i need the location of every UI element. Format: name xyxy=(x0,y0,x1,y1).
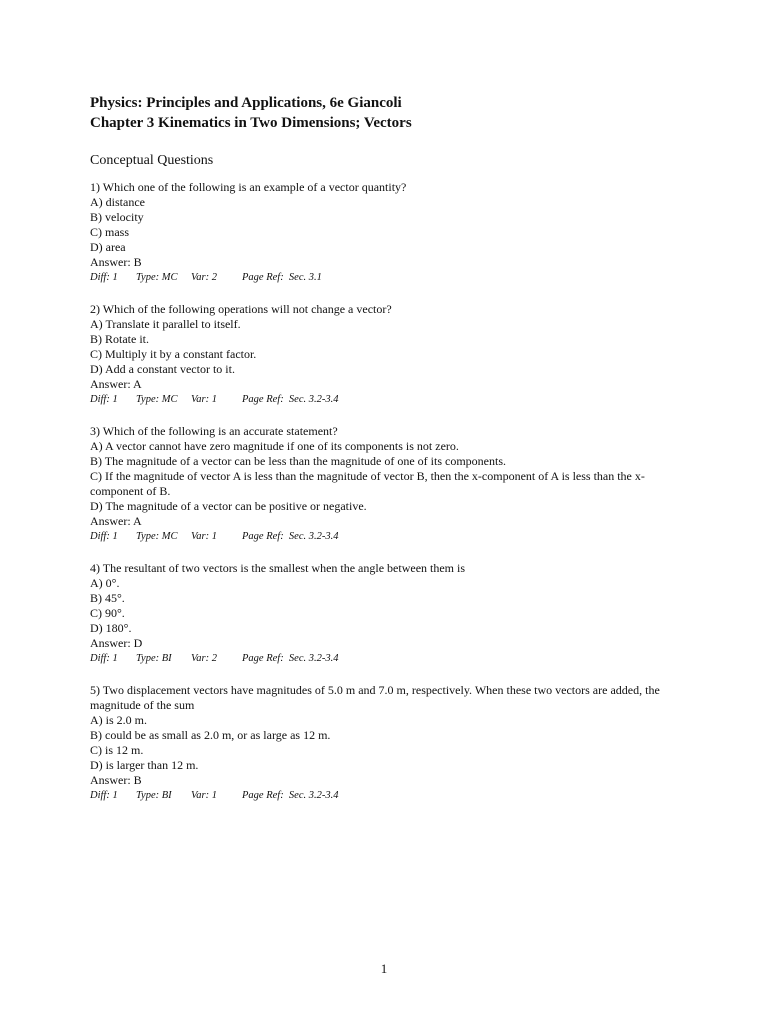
meta-difficulty: Diff: 1 xyxy=(90,531,118,542)
question-stem: 3) Which of the following is an accurate statement? xyxy=(90,424,338,438)
meta-difficulty: Diff: 1 xyxy=(90,394,118,405)
option-d: D) Add a constant vector to it. xyxy=(90,362,235,376)
meta-variant: Var: 1 xyxy=(191,394,217,405)
option-c: C) is 12 m. xyxy=(90,743,144,757)
option-b: B) could be as small as 2.0 m, or as large as 12 m. xyxy=(90,728,331,742)
option-b: B) velocity xyxy=(90,210,144,224)
option-c: C) mass xyxy=(90,225,129,239)
meta-page-ref: Page Ref: Sec. 3.2-3.4 xyxy=(242,394,339,405)
option-a: A) is 2.0 m. xyxy=(90,713,147,727)
option-b: B) The magnitude of a vector can be less than the magnitude of one of its components. xyxy=(90,454,506,468)
question-stem: 1) Which one of the following is an example of a vector quantity? xyxy=(90,180,407,194)
book-title: Physics: Principles and Applications, 6e Giancoli xyxy=(90,95,402,111)
question-2 xyxy=(90,302,690,407)
question-meta xyxy=(90,392,690,407)
meta-difficulty: Diff: 1 xyxy=(90,790,118,801)
question-meta xyxy=(90,529,690,544)
option-b: B) Rotate it. xyxy=(90,332,149,346)
meta-variant: Var: 1 xyxy=(191,531,217,542)
option-a: A) Translate it parallel to itself. xyxy=(90,317,241,331)
meta-type: Type: BI xyxy=(136,653,172,664)
meta-type: Type: MC xyxy=(136,394,178,405)
option-a: A) distance xyxy=(90,195,145,209)
option-d: D) The magnitude of a vector can be positive or negative. xyxy=(90,499,367,513)
option-b: B) 45°. xyxy=(90,591,125,605)
page-number: 1 xyxy=(380,961,388,976)
meta-page-ref: Page Ref: Sec. 3.2-3.4 xyxy=(242,653,339,664)
option-c: C) If the magnitude of vector A is less than the magnitude of vector B, then the x-component of A is less than the x-component of B. xyxy=(90,469,645,498)
option-c: C) Multiply it by a constant factor. xyxy=(90,347,257,361)
option-a: A) A vector cannot have zero magnitude if one of its components is not zero. xyxy=(90,439,459,453)
question-stem: 5) Two displacement vectors have magnitudes of 5.0 m and 7.0 m, respectively. When these two vectors are added, the magnitude of the sum xyxy=(90,683,660,712)
answer: Answer: A xyxy=(90,377,142,391)
question-meta xyxy=(90,651,690,666)
meta-type: Type: BI xyxy=(136,790,172,801)
meta-difficulty: Diff: 1 xyxy=(90,272,118,283)
question-meta xyxy=(90,788,690,803)
answer: Answer: B xyxy=(90,773,142,787)
option-c: C) 90°. xyxy=(90,606,125,620)
meta-variant: Var: 2 xyxy=(191,653,217,664)
meta-type: Type: MC xyxy=(136,272,178,283)
answer: Answer: A xyxy=(90,514,142,528)
meta-difficulty: Diff: 1 xyxy=(90,653,118,664)
option-d: D) area xyxy=(90,240,126,254)
chapter-title: Chapter 3 Kinematics in Two Dimensions; Vectors xyxy=(90,115,412,131)
question-5 xyxy=(90,683,690,803)
meta-type: Type: MC xyxy=(136,531,178,542)
meta-variant: Var: 1 xyxy=(191,790,217,801)
question-meta xyxy=(90,270,690,285)
meta-page-ref: Page Ref: Sec. 3.2-3.4 xyxy=(242,531,339,542)
meta-variant: Var: 2 xyxy=(191,272,217,283)
question-1 xyxy=(90,180,690,285)
meta-page-ref: Page Ref: Sec. 3.2-3.4 xyxy=(242,790,339,801)
meta-page-ref: Page Ref: Sec. 3.1 xyxy=(242,272,322,283)
question-list xyxy=(90,180,690,803)
option-d: D) is larger than 12 m. xyxy=(90,758,199,772)
question-3 xyxy=(90,424,690,544)
option-a: A) 0°. xyxy=(90,576,120,590)
question-4 xyxy=(90,561,690,666)
answer: Answer: B xyxy=(90,255,142,269)
question-stem: 4) The resultant of two vectors is the smallest when the angle between them is xyxy=(90,561,466,575)
answer: Answer: D xyxy=(90,636,143,650)
option-d: D) 180°. xyxy=(90,621,132,635)
question-stem: 2) Which of the following operations will not change a vector? xyxy=(90,302,392,316)
section-heading: Conceptual Questions xyxy=(90,153,214,168)
page-content xyxy=(90,93,690,820)
